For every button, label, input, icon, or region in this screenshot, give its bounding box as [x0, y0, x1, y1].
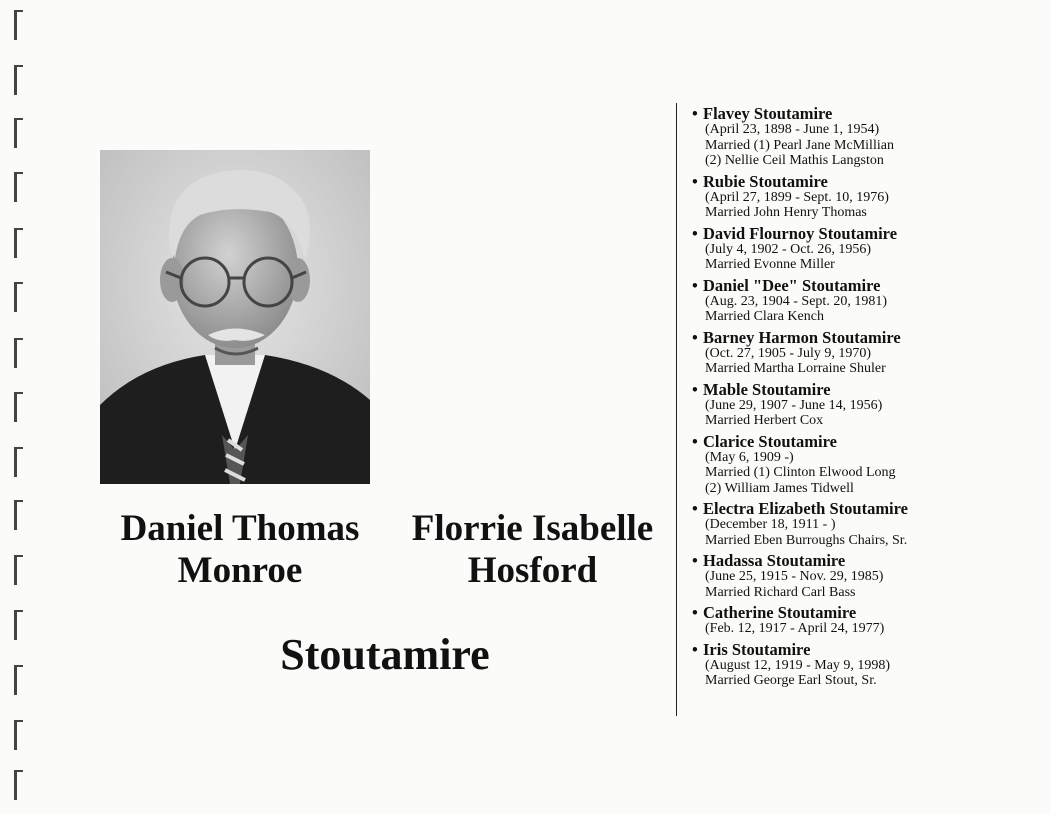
child-detail: Married Herbert Cox	[705, 413, 824, 428]
child-name: David Flournoy Stoutamire	[703, 223, 898, 243]
bullet-icon: •	[692, 499, 698, 518]
bullet-icon: •	[692, 431, 698, 451]
binding-mark	[14, 500, 17, 530]
child-detail: Married Martha Lorraine Shuler	[705, 361, 886, 376]
child-name: Hadassa Stoutamire	[703, 551, 846, 570]
child-detail: Married (1) Pearl Jane McMillian	[705, 137, 894, 153]
binding-mark	[14, 720, 17, 750]
name-left-line-1: Daniel Thomas	[120, 508, 360, 549]
binding-mark	[14, 228, 17, 258]
child-detail: (June 25, 1915 - Nov. 29, 1985)	[705, 569, 884, 584]
children-list	[692, 105, 1042, 693]
list-item	[692, 173, 1042, 221]
binding-mark	[14, 610, 17, 640]
name-daniel-thomas-monroe	[95, 508, 385, 592]
child-name: Electra Elizabeth Stoutamire	[703, 499, 908, 518]
name-left-line-2: Monroe	[177, 550, 303, 591]
portrait-illustration	[100, 150, 370, 484]
child-detail: (Feb. 12, 1917 - April 24, 1977)	[705, 621, 885, 636]
child-detail: Married Clara Kench	[705, 309, 824, 324]
child-detail: Married Eben Burroughs Chairs, Sr.	[705, 532, 908, 548]
binding-mark	[14, 65, 17, 95]
bullet-icon: •	[692, 171, 698, 191]
column-divider	[676, 103, 677, 716]
child-name: Catherine Stoutamire	[703, 603, 857, 622]
binding-mark	[14, 118, 17, 148]
name-right-line-2: Hosford	[467, 550, 598, 591]
child-name: Mable Stoutamire	[703, 379, 831, 399]
name-right-line-1: Florrie Isabelle	[411, 508, 654, 549]
list-item	[692, 552, 1042, 600]
child-detail: (April 27, 1899 - Sept. 10, 1976)	[705, 189, 889, 205]
bullet-icon: •	[692, 603, 698, 622]
bullet-icon: •	[692, 104, 698, 123]
child-detail: (July 4, 1902 - Oct. 26, 1956)	[705, 241, 872, 257]
child-name: Clarice Stoutamire	[703, 431, 837, 451]
child-detail: (May 6, 1909 -)	[705, 449, 794, 465]
binding-mark	[14, 665, 17, 695]
list-item	[692, 225, 1042, 273]
child-name: Daniel "Dee" Stoutamire	[703, 275, 881, 295]
list-item	[692, 433, 1042, 497]
child-detail: (2) Nellie Ceil Mathis Langston	[705, 153, 884, 168]
child-detail: (June 29, 1907 - June 14, 1956)	[705, 397, 883, 413]
family-surname: Stoutamire	[280, 630, 490, 679]
binding-mark	[14, 392, 17, 422]
child-detail: (August 12, 1919 - May 9, 1998)	[705, 657, 891, 673]
binding-mark	[14, 555, 17, 585]
binding-marks	[14, 0, 28, 814]
portrait-photo	[100, 150, 370, 484]
list-item	[692, 105, 1042, 169]
child-detail: (December 18, 1911 - )	[705, 517, 836, 532]
bullet-icon: •	[692, 639, 698, 659]
bullet-icon: •	[692, 327, 698, 347]
child-detail: Married Evonne Miller	[705, 257, 835, 272]
binding-mark	[14, 770, 17, 800]
child-detail: Married Richard Carl Bass	[705, 584, 856, 600]
binding-mark	[14, 282, 17, 312]
child-detail: (Aug. 23, 1904 - Sept. 20, 1981)	[705, 293, 887, 309]
child-detail: Married George Earl Stout, Sr.	[705, 673, 877, 688]
child-detail: (Oct. 27, 1905 - July 9, 1970)	[705, 345, 872, 361]
child-detail: (April 23, 1898 - June 1, 1954)	[705, 122, 880, 137]
binding-mark	[14, 338, 17, 368]
child-name: Iris Stoutamire	[703, 639, 811, 659]
child-name: Barney Harmon Stoutamire	[703, 327, 901, 347]
binding-mark	[14, 447, 17, 477]
child-name: Rubie Stoutamire	[703, 171, 828, 191]
list-item	[692, 277, 1042, 325]
child-detail: Married John Henry Thomas	[705, 205, 867, 220]
child-detail: Married (1) Clinton Elwood Long	[705, 465, 896, 480]
bullet-icon: •	[692, 379, 698, 399]
binding-mark	[14, 10, 17, 40]
list-item	[692, 500, 1042, 548]
binding-mark	[14, 172, 17, 202]
name-florrie-isabelle-hosford	[395, 508, 670, 592]
bullet-icon: •	[692, 223, 698, 243]
bullet-icon: •	[692, 551, 698, 570]
list-item	[692, 329, 1042, 377]
child-name: Flavey Stoutamire	[703, 104, 833, 123]
child-detail: (2) William James Tidwell	[705, 480, 854, 496]
list-item	[692, 641, 1042, 689]
list-item	[692, 381, 1042, 429]
list-item	[692, 604, 1042, 637]
bullet-icon: •	[692, 275, 698, 295]
